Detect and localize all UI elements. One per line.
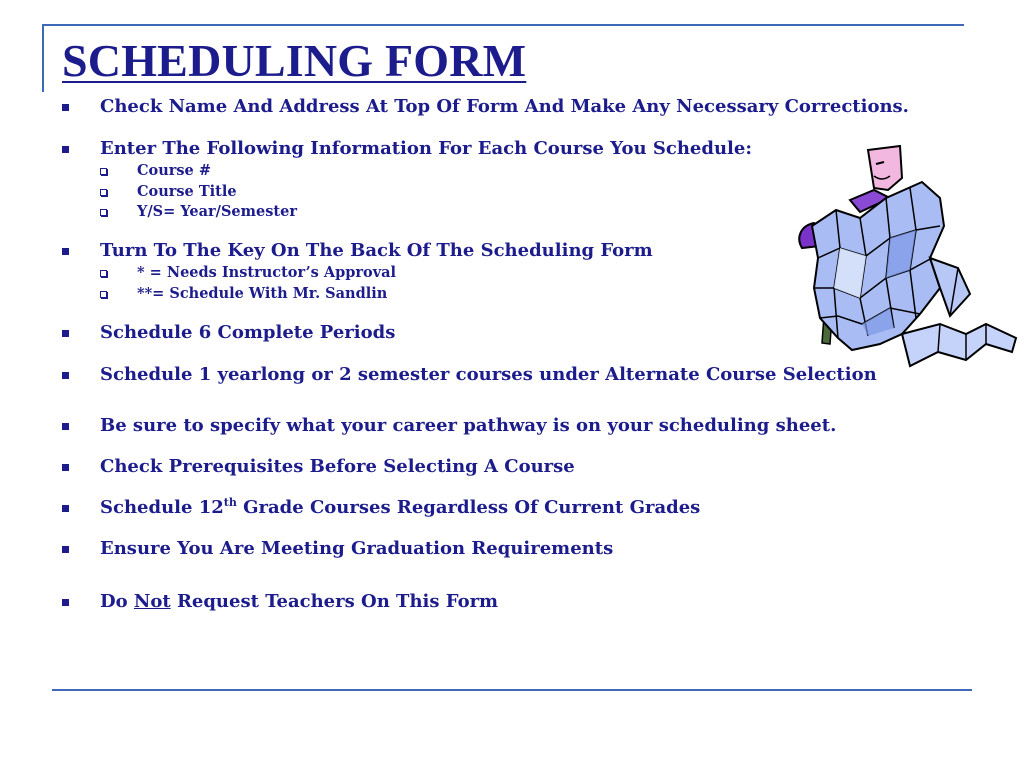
- bullet-text: Check Name And Address At Top Of Form And Make Any Necessary Corrections.: [100, 96, 909, 117]
- frame-left-line: [42, 24, 44, 92]
- bullet-text: Check Prerequisites Before Selecting A Course: [100, 456, 575, 477]
- bullet-text-start: Schedule 12: [100, 497, 224, 518]
- bullet-text: Schedule 1 yearlong or 2 semester courses under Alternate Course Selection: [100, 364, 877, 385]
- bullet-text: Ensure You Are Meeting Graduation Requirements: [100, 538, 614, 559]
- emphasis-not: Not: [133, 591, 171, 612]
- slide-title: SCHEDULING FORM: [62, 35, 527, 86]
- subbullet-text: Course #: [137, 162, 211, 179]
- subbullet-text: Course Title: [137, 183, 237, 200]
- bullet-icon: [62, 104, 69, 111]
- subbullet-text: Y/S= Year/Semester: [137, 203, 297, 220]
- subbullet-icon: [100, 209, 107, 216]
- bullet-icon: [62, 330, 69, 337]
- subbullet-text: **= Schedule With Mr. Sandlin: [137, 285, 388, 302]
- frame-top-line: [42, 24, 964, 26]
- bullet-icon: [62, 248, 69, 255]
- bullet-text: Schedule 6 Complete Periods: [100, 322, 396, 343]
- bullet-text: [100, 497, 700, 519]
- bullet-text-start: Do: [100, 591, 134, 612]
- bullet-text-end: Request Teachers On This Form: [170, 591, 499, 612]
- frame-bottom-line: [52, 689, 972, 691]
- ordinal-suffix: th: [223, 496, 237, 509]
- bullet-text-end: Grade Courses Regardless Of Current Grades: [236, 497, 701, 518]
- bullet-text: Turn To The Key On The Back Of The Scheduling Form: [100, 240, 653, 261]
- bullet-icon: [62, 546, 69, 553]
- person-reading-map-illustration: [790, 138, 1024, 382]
- subbullet-icon: [100, 189, 107, 196]
- bullet-icon: [62, 464, 69, 471]
- bullet-text: Be sure to specify what your career pathway is on your scheduling sheet.: [100, 415, 837, 436]
- bullet-icon: [62, 146, 69, 153]
- subbullet-icon: [100, 168, 107, 175]
- subbullet-icon: [100, 270, 107, 277]
- bullet-icon: [62, 599, 69, 606]
- bullet-text: Enter The Following Information For Each Course You Schedule:: [100, 138, 752, 159]
- subbullet-icon: [100, 291, 107, 298]
- bullet-icon: [62, 423, 69, 430]
- subbullet-text: * = Needs Instructor’s Approval: [137, 264, 397, 281]
- bullet-text: [100, 591, 498, 613]
- bullet-icon: [62, 505, 69, 512]
- bullet-icon: [62, 372, 69, 379]
